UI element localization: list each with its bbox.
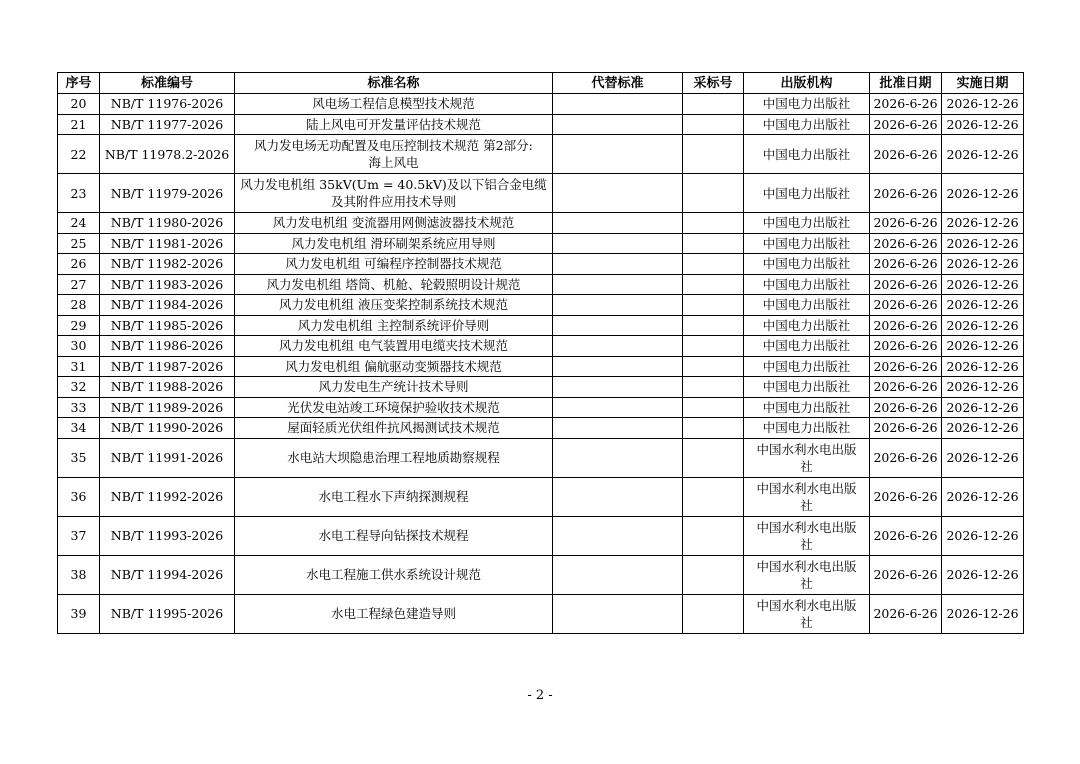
row-publisher	[744, 377, 870, 398]
row-publisher-line: 中国电力出版社	[762, 297, 851, 313]
row-approve: 2026-6-26	[870, 135, 942, 174]
row-approve: 2026-6-26	[870, 438, 942, 477]
row-approve: 2026-6-26	[870, 295, 942, 316]
row-replace	[553, 274, 683, 295]
row-publisher-line: 中国水利水电出版	[756, 558, 857, 574]
row-code: NB/T 11992-2026	[100, 477, 235, 516]
row-name	[235, 438, 553, 477]
row-adopt	[683, 594, 744, 633]
table-row	[58, 233, 1024, 254]
row-implement: 2026-12-26	[942, 555, 1024, 594]
row-code: NB/T 11978.2-2026	[100, 135, 235, 174]
table-row	[58, 295, 1024, 316]
row-name-line: 风力发电机组 变流器用网侧滤波器技术规范	[272, 215, 515, 231]
table-row	[58, 438, 1024, 477]
row-name-line: 风力发电机组 液压变桨控制系统技术规范	[279, 297, 508, 313]
row-publisher	[744, 295, 870, 316]
row-implement: 2026-12-26	[942, 315, 1024, 336]
row-implement: 2026-12-26	[942, 174, 1024, 213]
row-replace	[553, 397, 683, 418]
row-approve: 2026-6-26	[870, 377, 942, 398]
row-code: NB/T 11980-2026	[100, 213, 235, 234]
row-approve: 2026-6-26	[870, 174, 942, 213]
row-replace	[553, 336, 683, 357]
table-row	[58, 555, 1024, 594]
row-approve: 2026-6-26	[870, 555, 942, 594]
row-implement: 2026-12-26	[942, 336, 1024, 357]
row-replace	[553, 135, 683, 174]
row-name-line: 及其附件应用技术导则	[330, 194, 456, 209]
row-publisher	[744, 594, 870, 633]
row-publisher-line: 中国电力出版社	[762, 116, 851, 132]
row-publisher-line: 社	[800, 497, 813, 513]
row-replace	[553, 438, 683, 477]
row-publisher-line: 中国电力出版社	[762, 399, 851, 415]
header-name: 标准名称	[235, 73, 553, 94]
row-replace	[553, 377, 683, 398]
row-code: NB/T 11982-2026	[100, 254, 235, 275]
row-publisher	[744, 516, 870, 555]
row-publisher	[744, 233, 870, 254]
row-implement: 2026-12-26	[942, 397, 1024, 418]
row-code: NB/T 11979-2026	[100, 174, 235, 213]
row-implement: 2026-12-26	[942, 114, 1024, 135]
header-publisher: 出版机构	[744, 73, 870, 94]
row-name	[235, 213, 553, 234]
row-no: 39	[58, 594, 100, 633]
row-name	[235, 377, 553, 398]
row-adopt	[683, 233, 744, 254]
row-no: 27	[58, 274, 100, 295]
row-approve: 2026-6-26	[870, 274, 942, 295]
row-name-line: 风电场工程信息模型技术规范	[312, 96, 475, 112]
row-name	[235, 516, 553, 555]
row-name-line: 风力发电场无功配置及电压控制技术规范 第2部分:	[254, 138, 533, 153]
row-adopt	[683, 315, 744, 336]
row-publisher	[744, 274, 870, 295]
row-code: NB/T 11977-2026	[100, 114, 235, 135]
row-name-line: 光伏发电站竣工环境保护验收技术规范	[287, 399, 500, 415]
table-row	[58, 477, 1024, 516]
row-adopt	[683, 516, 744, 555]
row-publisher-line: 中国水利水电出版	[756, 519, 857, 535]
row-name	[235, 94, 553, 115]
row-code: NB/T 11983-2026	[100, 274, 235, 295]
row-publisher	[744, 135, 870, 174]
row-adopt	[683, 477, 744, 516]
table-row	[58, 274, 1024, 295]
row-no: 26	[58, 254, 100, 275]
row-approve: 2026-6-26	[870, 114, 942, 135]
row-code: NB/T 11976-2026	[100, 94, 235, 115]
row-name-line: 风力发电机组 偏航驱动变频器技术规范	[285, 358, 502, 374]
row-publisher	[744, 397, 870, 418]
row-implement: 2026-12-26	[942, 418, 1024, 439]
row-replace	[553, 213, 683, 234]
row-name-line: 风力发电机组 塔筒、机舱、轮毂照明设计规范	[266, 276, 521, 292]
row-replace	[553, 594, 683, 633]
row-adopt	[683, 555, 744, 594]
row-implement: 2026-12-26	[942, 516, 1024, 555]
row-name-line: 风力发电机组 主控制系统评价导则	[297, 317, 490, 333]
row-replace	[553, 94, 683, 115]
row-no: 24	[58, 213, 100, 234]
row-replace	[553, 516, 683, 555]
header-implement: 实施日期	[942, 73, 1024, 94]
row-approve: 2026-6-26	[870, 233, 942, 254]
row-publisher-line: 中国电力出版社	[762, 256, 851, 272]
table-row	[58, 315, 1024, 336]
row-no: 38	[58, 555, 100, 594]
row-no: 23	[58, 174, 100, 213]
row-code: NB/T 11995-2026	[100, 594, 235, 633]
row-implement: 2026-12-26	[942, 135, 1024, 174]
row-adopt	[683, 418, 744, 439]
table-body	[58, 94, 1024, 634]
header-approve: 批准日期	[870, 73, 942, 94]
table-row	[58, 516, 1024, 555]
row-no: 21	[58, 114, 100, 135]
row-name	[235, 135, 553, 174]
row-replace	[553, 295, 683, 316]
row-publisher	[744, 555, 870, 594]
row-name	[235, 274, 553, 295]
table-row	[58, 594, 1024, 633]
row-publisher	[744, 477, 870, 516]
row-name-line: 屋面轻质光伏组件抗风揭测试技术规范	[287, 420, 500, 436]
row-adopt	[683, 336, 744, 357]
row-implement: 2026-12-26	[942, 274, 1024, 295]
row-no: 36	[58, 477, 100, 516]
row-no: 29	[58, 315, 100, 336]
row-implement: 2026-12-26	[942, 233, 1024, 254]
row-code: NB/T 11984-2026	[100, 295, 235, 316]
row-approve: 2026-6-26	[870, 336, 942, 357]
row-publisher	[744, 438, 870, 477]
row-publisher	[744, 418, 870, 439]
row-publisher-line: 社	[800, 458, 813, 474]
row-implement: 2026-12-26	[942, 438, 1024, 477]
row-adopt	[683, 94, 744, 115]
row-approve: 2026-6-26	[870, 594, 942, 633]
row-replace	[553, 418, 683, 439]
row-implement: 2026-12-26	[942, 377, 1024, 398]
row-name	[235, 174, 553, 213]
row-implement: 2026-12-26	[942, 254, 1024, 275]
row-name-line: 风力发电机组 滑环刷架系统应用导则	[291, 235, 496, 251]
header-row	[58, 73, 1024, 94]
row-adopt	[683, 356, 744, 377]
row-no: 32	[58, 377, 100, 398]
row-name-line: 水电工程导向钻探技术规程	[318, 528, 469, 543]
row-code: NB/T 11985-2026	[100, 315, 235, 336]
row-name	[235, 114, 553, 135]
row-publisher-line: 中国电力出版社	[762, 338, 851, 354]
row-name	[235, 477, 553, 516]
row-name-line: 水电工程水下声纳探测规程	[318, 489, 469, 504]
row-name	[235, 418, 553, 439]
row-adopt	[683, 174, 744, 213]
row-no: 20	[58, 94, 100, 115]
row-approve: 2026-6-26	[870, 254, 942, 275]
row-publisher-line: 中国电力出版社	[762, 420, 851, 436]
row-no: 25	[58, 233, 100, 254]
row-publisher-line: 中国电力出版社	[762, 96, 851, 112]
table-row	[58, 397, 1024, 418]
row-name-line: 水电站大坝隐患治理工程地质勘察规程	[287, 450, 500, 465]
row-code: NB/T 11991-2026	[100, 438, 235, 477]
row-approve: 2026-6-26	[870, 94, 942, 115]
row-publisher-line: 中国电力出版社	[762, 317, 851, 333]
row-publisher	[744, 94, 870, 115]
row-approve: 2026-6-26	[870, 356, 942, 377]
header-adopt: 采标号	[683, 73, 744, 94]
row-code: NB/T 11994-2026	[100, 555, 235, 594]
table-row	[58, 213, 1024, 234]
row-implement: 2026-12-26	[942, 477, 1024, 516]
row-no: 34	[58, 418, 100, 439]
row-publisher-line: 中国水利水电出版	[756, 480, 857, 496]
row-code: NB/T 11986-2026	[100, 336, 235, 357]
row-name-line: 陆上风电可开发量评估技术规范	[305, 116, 481, 132]
row-no: 31	[58, 356, 100, 377]
row-adopt	[683, 377, 744, 398]
row-implement: 2026-12-26	[942, 94, 1024, 115]
row-name	[235, 295, 553, 316]
table-row	[58, 114, 1024, 135]
row-replace	[553, 254, 683, 275]
row-replace	[553, 555, 683, 594]
header-code: 标准编号	[100, 73, 235, 94]
row-name	[235, 336, 553, 357]
row-adopt	[683, 114, 744, 135]
row-no: 33	[58, 397, 100, 418]
row-code: NB/T 11987-2026	[100, 356, 235, 377]
row-code: NB/T 11993-2026	[100, 516, 235, 555]
row-no: 28	[58, 295, 100, 316]
row-name-line: 海上风电	[368, 155, 419, 170]
row-name-line: 风力发电机组 可编程序控制器技术规范	[285, 256, 502, 272]
row-publisher-line: 中国水利水电出版	[756, 597, 857, 613]
row-name-line: 水电工程施工供水系统设计规范	[305, 567, 481, 582]
row-publisher-line: 中国电力出版社	[762, 146, 851, 162]
row-approve: 2026-6-26	[870, 516, 942, 555]
row-implement: 2026-12-26	[942, 295, 1024, 316]
row-publisher-line: 社	[800, 614, 813, 630]
row-code: NB/T 11981-2026	[100, 233, 235, 254]
row-approve: 2026-6-26	[870, 477, 942, 516]
row-approve: 2026-6-26	[870, 418, 942, 439]
row-publisher	[744, 356, 870, 377]
table-row	[58, 418, 1024, 439]
row-publisher-line: 中国电力出版社	[762, 185, 851, 201]
row-publisher-line: 中国水利水电出版	[756, 441, 857, 457]
row-publisher	[744, 174, 870, 213]
row-publisher-line: 中国电力出版社	[762, 379, 851, 395]
row-no: 22	[58, 135, 100, 174]
row-code: NB/T 11989-2026	[100, 397, 235, 418]
row-adopt	[683, 295, 744, 316]
row-replace	[553, 114, 683, 135]
table-row	[58, 94, 1024, 115]
row-name	[235, 254, 553, 275]
row-name	[235, 233, 553, 254]
row-code: NB/T 11988-2026	[100, 377, 235, 398]
row-publisher-line: 中国电力出版社	[762, 358, 851, 374]
row-name-line: 风力发电生产统计技术导则	[318, 379, 469, 395]
table-row	[58, 174, 1024, 213]
row-implement: 2026-12-26	[942, 594, 1024, 633]
row-implement: 2026-12-26	[942, 356, 1024, 377]
row-publisher	[744, 213, 870, 234]
row-code: NB/T 11990-2026	[100, 418, 235, 439]
header-replace: 代替标准	[553, 73, 683, 94]
row-no: 37	[58, 516, 100, 555]
row-name-line: 风力发电机组 35kV(Um = 40.5kV)及以下铝合金电缆	[240, 177, 547, 192]
row-name	[235, 397, 553, 418]
page-number: - 2 -	[527, 688, 553, 703]
row-adopt	[683, 397, 744, 418]
row-replace	[553, 174, 683, 213]
row-replace	[553, 315, 683, 336]
row-name	[235, 594, 553, 633]
row-approve: 2026-6-26	[870, 213, 942, 234]
row-publisher-line: 中国电力出版社	[762, 276, 851, 292]
table-row	[58, 356, 1024, 377]
row-publisher	[744, 315, 870, 336]
row-name	[235, 555, 553, 594]
row-adopt	[683, 254, 744, 275]
row-replace	[553, 233, 683, 254]
row-replace	[553, 356, 683, 377]
table-row	[58, 135, 1024, 174]
row-publisher-line: 中国电力出版社	[762, 235, 851, 251]
row-name-line: 风力发电机组 电气装置用电缆夹技术规范	[279, 338, 508, 354]
row-name	[235, 315, 553, 336]
row-publisher-line: 社	[800, 536, 813, 552]
row-no: 35	[58, 438, 100, 477]
row-adopt	[683, 438, 744, 477]
row-publisher	[744, 336, 870, 357]
row-implement: 2026-12-26	[942, 213, 1024, 234]
row-publisher	[744, 114, 870, 135]
table-row	[58, 336, 1024, 357]
row-approve: 2026-6-26	[870, 315, 942, 336]
row-name-line: 水电工程绿色建造导则	[330, 606, 456, 621]
table-row	[58, 254, 1024, 275]
row-publisher-line: 社	[800, 575, 813, 591]
row-adopt	[683, 274, 744, 295]
row-no: 30	[58, 336, 100, 357]
row-name	[235, 356, 553, 377]
standards-table	[57, 72, 1024, 634]
row-adopt	[683, 135, 744, 174]
row-publisher	[744, 254, 870, 275]
row-approve: 2026-6-26	[870, 397, 942, 418]
table-row	[58, 377, 1024, 398]
row-replace	[553, 477, 683, 516]
header-no: 序号	[58, 73, 100, 94]
row-adopt	[683, 213, 744, 234]
row-publisher-line: 中国电力出版社	[762, 215, 851, 231]
